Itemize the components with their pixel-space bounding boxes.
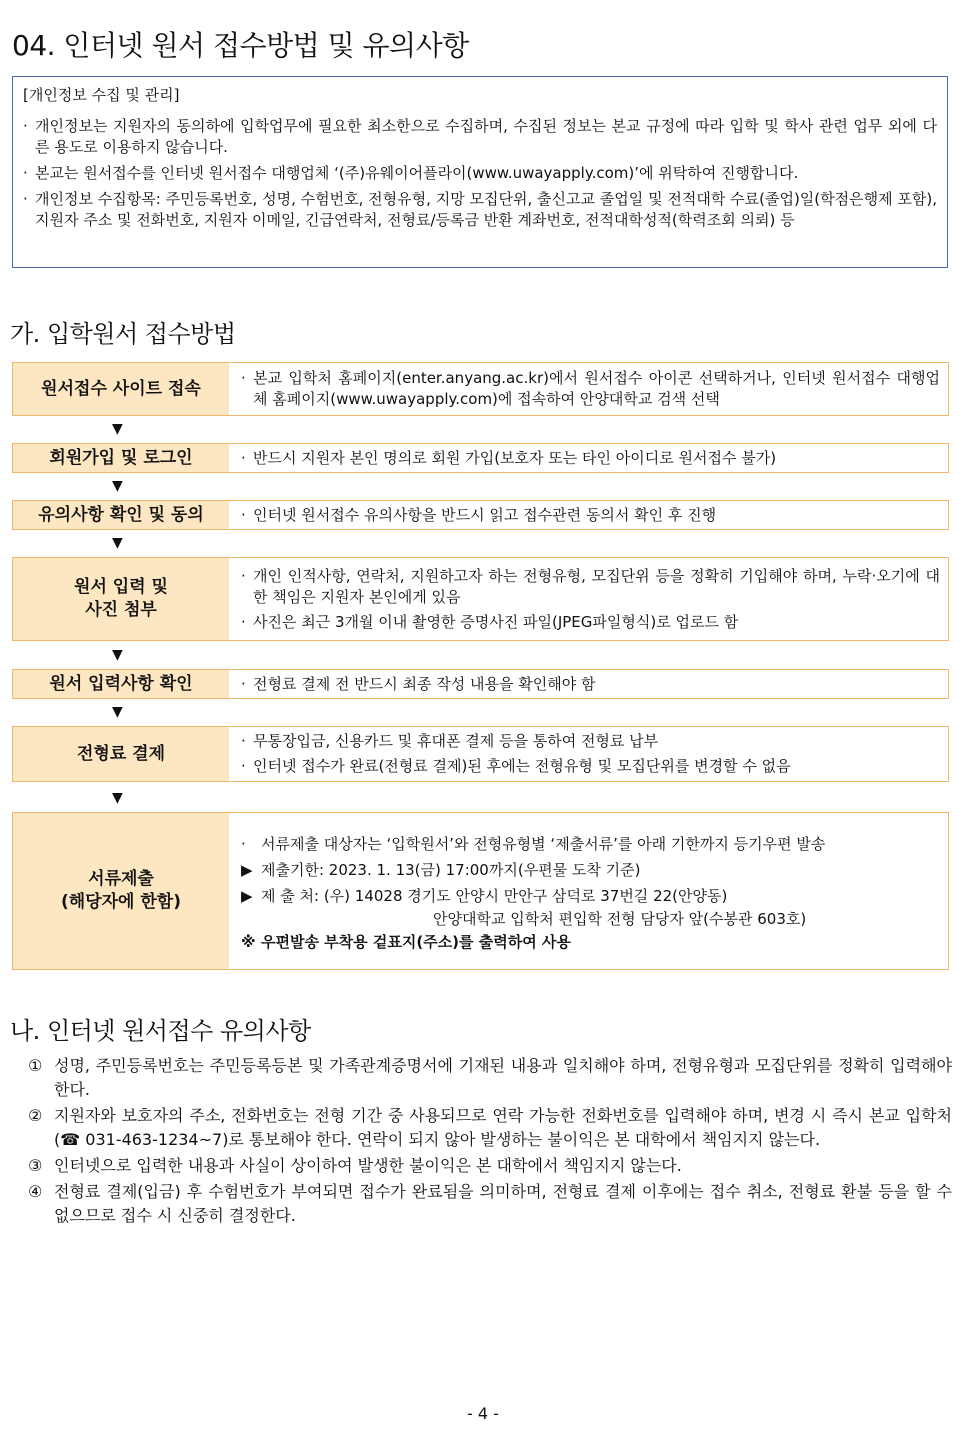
page-number: - 4 - <box>467 1404 499 1423</box>
step-payment <box>12 726 949 782</box>
caution-item: ③ 인터넷으로 입력한 내용과 사실이 상이하여 발생한 불이익은 본 대학에서 책임지지 않는다. <box>28 1156 682 1175</box>
caution-item: ② 지원자와 보호자의 주소, 전화번호는 전형 기간 중 사용되므로 연락 가능한 전화번호를 입력해야 하며, 변경 시 즉시 본교 입학처(☎ 031-463-1234~7)로 통보해야 한다. 연락이 되지 않아 발생하는 불이익은 본 대학에서 책임지지 않는다. <box>28 1106 952 1149</box>
step-description: · 본교 입학처 홈페이지(enter.anyang.ac.kr)에서 원서접수 아이콘 선택하거나, 인터넷 원서접수 대행업체 홈페이지(www.uwayapply.com)에 접속하여 안양대학교 검색 선택 <box>241 369 940 408</box>
method-heading: 가. 입학원서 접수방법 <box>10 320 236 348</box>
step-label: 원서 입력사항 확인 <box>13 670 229 698</box>
step-input-photo <box>12 557 949 641</box>
flow-arrow-icon: ▼ <box>112 704 123 720</box>
step-label: 전형료 결제 <box>13 727 229 781</box>
step-documents <box>12 812 949 970</box>
privacy-box <box>12 76 948 268</box>
privacy-title: [개인정보 수집 및 관리] <box>23 86 180 104</box>
privacy-bullet: · 개인정보 수집항목: 주민등록번호, 성명, 수험번호, 전형유형, 지망 모집단위, 출신고교 졸업일 및 전적대학 수료(졸업)일(학점은행제 포함), 지원자 주소 및 전화번호, 지원자 이메일, 긴급연락처, 전형료/등록금 반환 계좌번호, 전적대학성적(학력조회 의뢰) 등 <box>23 190 937 229</box>
step-label: 원서 입력 및 사진 첨부 <box>13 558 229 640</box>
flow-arrow-icon: ▼ <box>112 421 123 437</box>
section-title: 04. 인터넷 원서 접수방법 및 유의사항 <box>12 29 469 62</box>
privacy-bullet: · 본교는 원서접수를 인터넷 원서접수 대행업체 ‘(주)유웨이어플라이(www.uwayapply.com)’에 위탁하여 진행합니다. <box>23 164 799 182</box>
privacy-bullet: · 개인정보는 지원자의 동의하에 입학업무에 필요한 최소한으로 수집하며, 수집된 정보는 본교 규정에 따라 입학 및 학사 관련 업무 외에 다른 용도로 이용하지 않습니다. <box>23 117 937 156</box>
cautions-heading: 나. 인터넷 원서접수 유의사항 <box>10 1017 311 1045</box>
step-label: 유의사항 확인 및 동의 <box>13 501 229 529</box>
step-description: · 인터넷 원서접수 유의사항을 반드시 읽고 접수관련 동의서 확인 후 진행 <box>241 505 717 524</box>
flow-arrow-icon: ▼ <box>112 647 123 663</box>
step-description: · 전형료 결제 전 반드시 최종 작성 내용을 확인해야 함 <box>241 674 596 693</box>
cautions-list <box>28 1054 952 1230</box>
step-description: · 반드시 지원자 본인 명의로 회원 가입(보호자 또는 타인 아이디로 원서접수 불가) <box>241 448 777 467</box>
flow-arrow-icon: ▼ <box>112 478 123 494</box>
step-label: 원서접수 사이트 접속 <box>13 363 229 415</box>
flow-arrow-icon: ▼ <box>112 535 123 551</box>
step-label: 서류제출 (해당자에 한함) <box>13 813 229 969</box>
flow-arrow-icon: ▼ <box>112 790 123 806</box>
step-signup-login <box>12 443 949 473</box>
step-site-access <box>12 362 949 416</box>
step-description: · 서류제출 대상자는 ‘입학원서’와 전형유형별 ‘제출서류’를 아래 기한까지 등기우편 발송 ▶ 제출기한: 2023. 1. 13(금) 17:00까지(우편물 도착 기준) ▶ 제 출 처: (우) 14028 경기도 안양시 만안구 삼덕로 37번길 22(안양동) 안양대학교 입학처 편입학 전형 담당자 앞(수봉관 603호) ※ 우편발송 부착용 겉표지(주소)를 출력하여 사용 <box>241 835 826 951</box>
caution-item: ④ 전형료 결제(입금) 후 수험번호가 부여되면 접수가 완료됨을 의미하며, 전형료 결제 이후에는 접수 취소, 전형료 환불 등을 할 수 없으므로 접수 시 신중히 결정한다. <box>28 1182 952 1225</box>
step-consent <box>12 500 949 530</box>
step-description: · 개인 인적사항, 연락처, 지원하고자 하는 전형유형, 모집단위 등을 정확히 기입해야 하며, 누락·오기에 대한 책임은 지원자 본인에게 있음 · 사진은 최근 3개월 이내 촬영한 증명사진 파일(JPEG파일형식)로 업로드 함 <box>241 566 940 631</box>
step-description: · 무통장입금, 신용카드 및 휴대폰 결제 등을 통하여 전형료 납부 · 인터넷 접수가 완료(전형료 결제)된 후에는 전형유형 및 모집단위를 변경할 수 없음 <box>241 732 791 775</box>
step-review <box>12 669 949 699</box>
caution-item: ① 성명, 주민등록번호는 주민등록등본 및 가족관계증명서에 기재된 내용과 일치해야 하며, 전형유형과 모집단위를 정확히 입력해야 한다. <box>28 1056 952 1099</box>
step-label: 회원가입 및 로그인 <box>13 444 229 472</box>
